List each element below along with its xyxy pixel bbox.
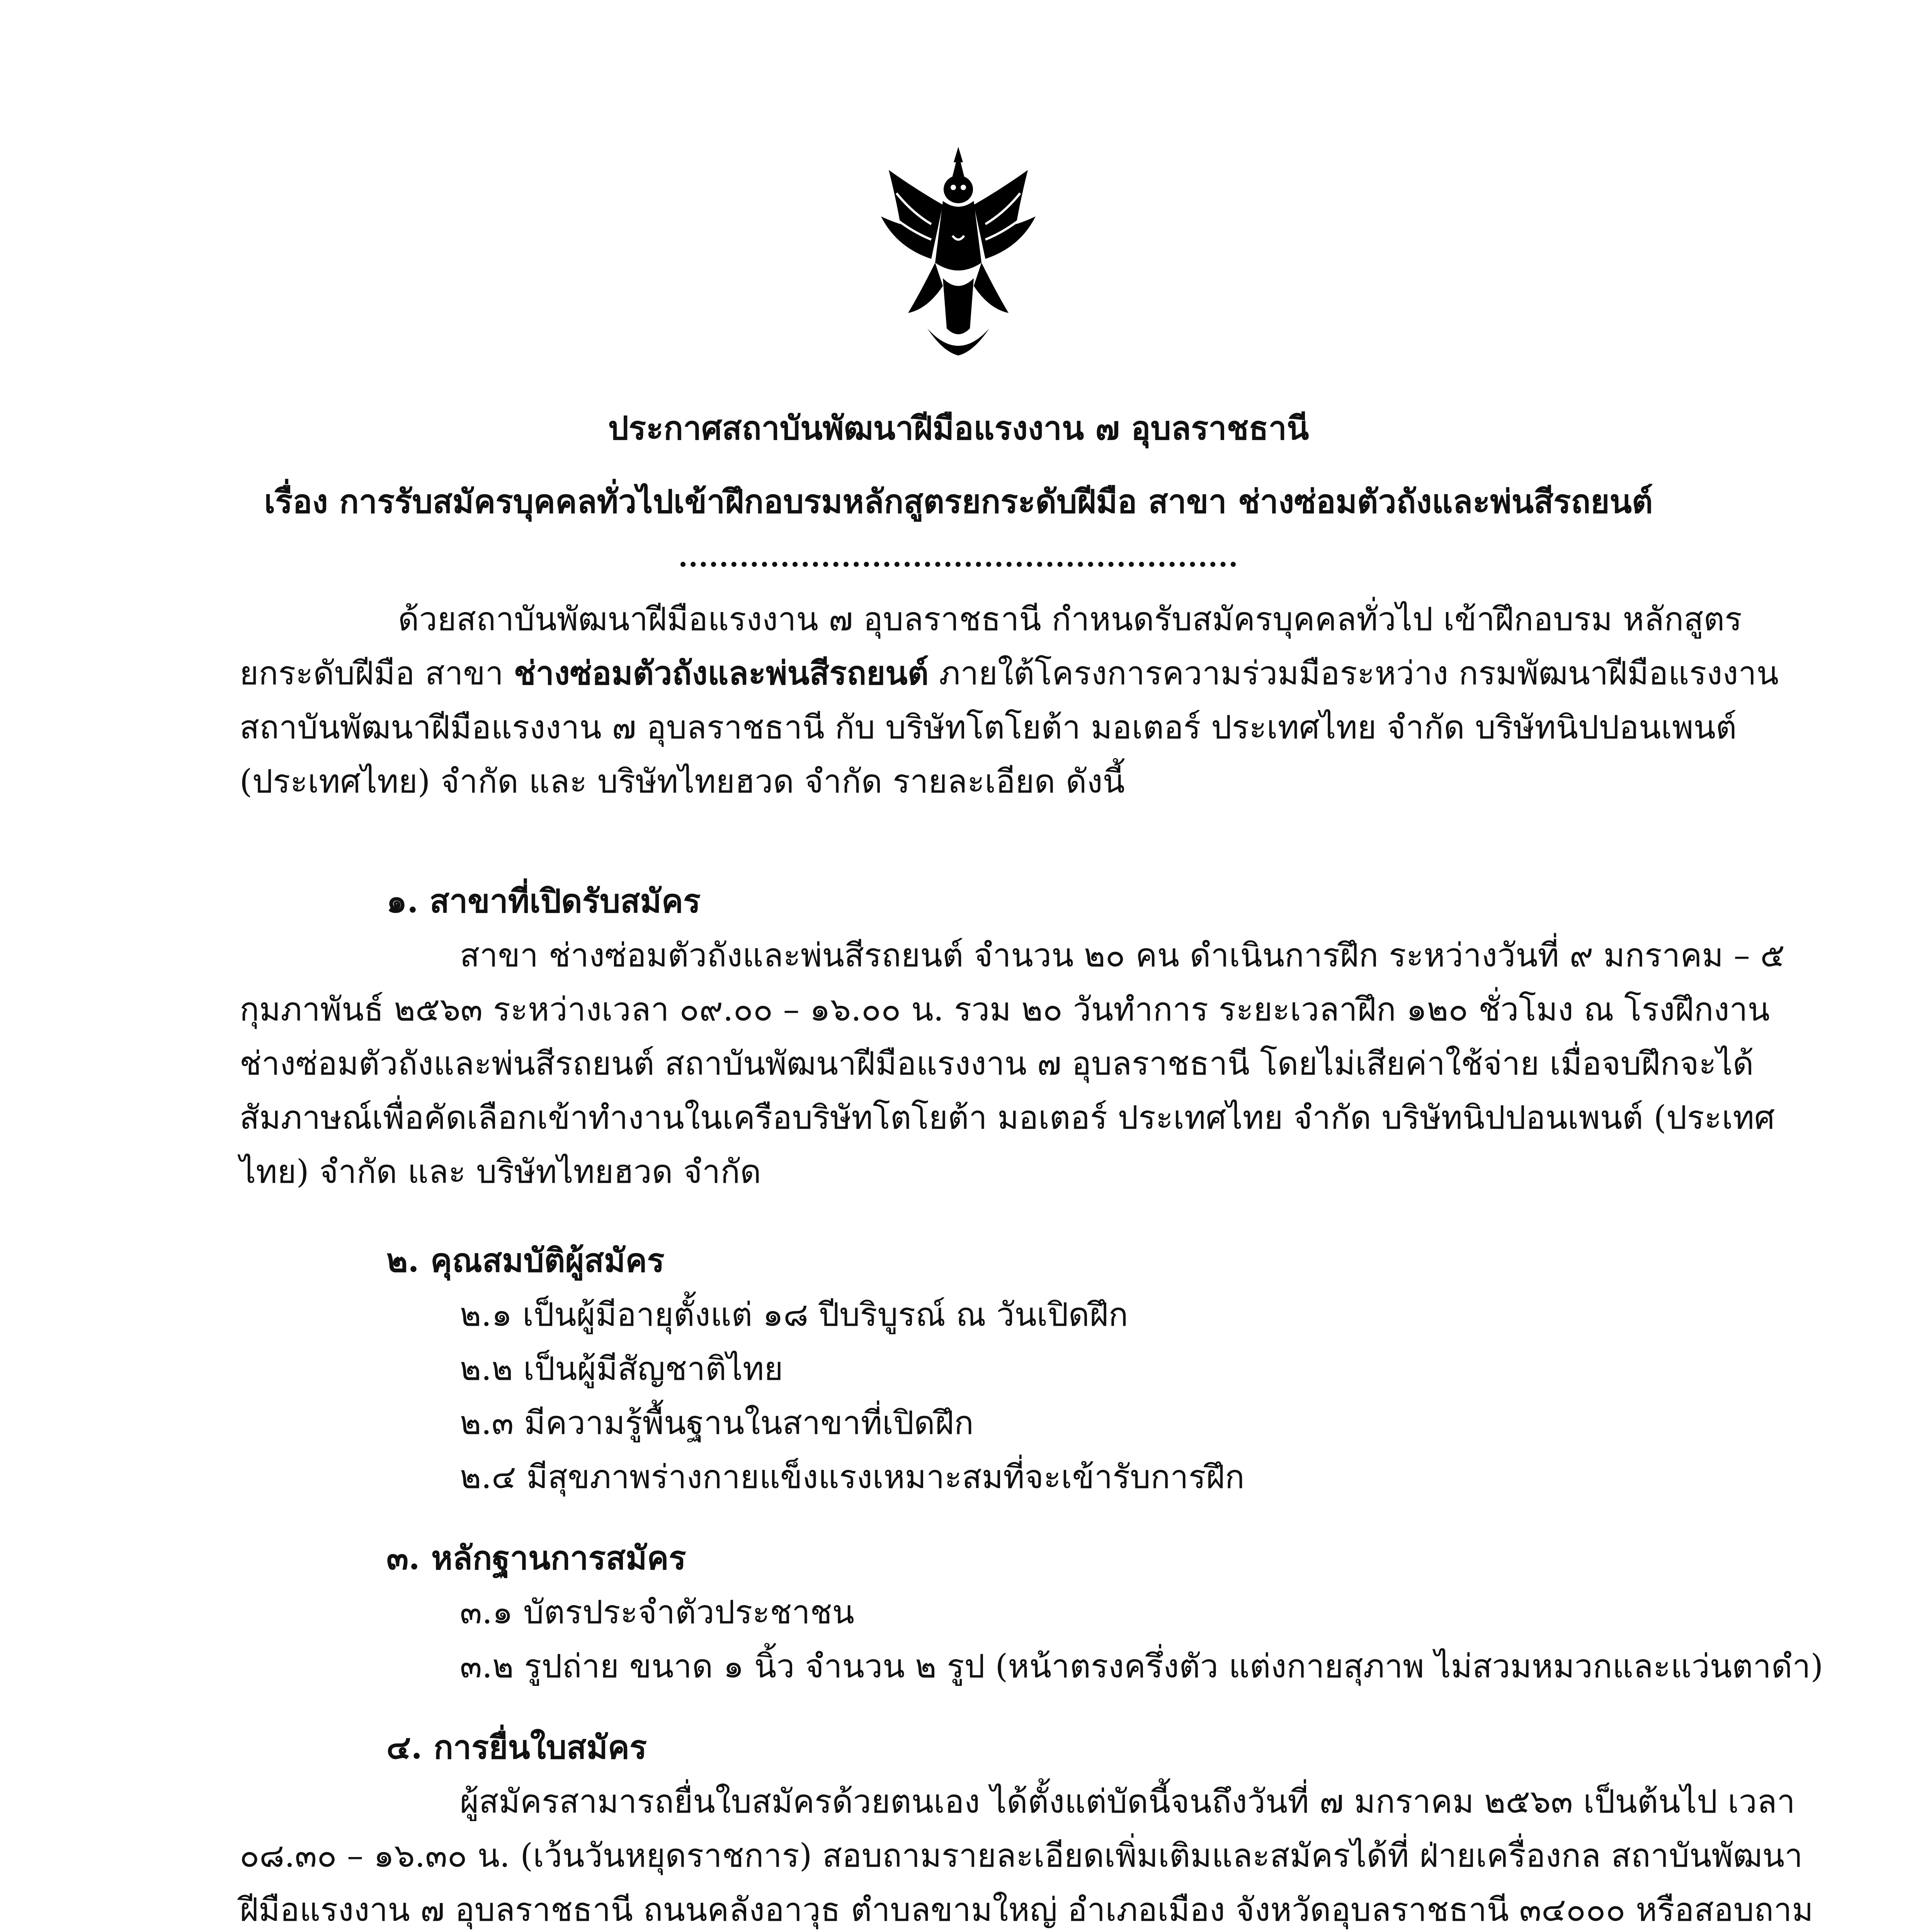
qualification-item: ๒.๔ มีสุขภาพร่างกายแข็งแรงเหมาะสมที่จะเข้ารับการฝึก bbox=[460, 1458, 1245, 1496]
section-1-line-1: สาขา ช่างซ่อมตัวถังและพ่นสีรถยนต์ จำนวน ๒๐ คน ดำเนินการฝึก ระหว่างวันที่ ๙ มกราคม – ๕ bbox=[460, 936, 1785, 974]
section-4-line-3: ฝีมือแรงงาน ๗ อุบลราชธานี ถนนคลังอาวุธ ตำบลขามใหญ่ อำเภอเมือง จังหวัดอุบลราชธานี ๓๔๐๐๐ หรือสอบถาม bbox=[240, 1891, 1813, 1929]
garuda-emblem-icon bbox=[873, 147, 1043, 363]
intro-line-1: ด้วยสถาบันพัฒนาฝีมือแรงงาน ๗ อุบลราชธานี กำหนดรับสมัครบุคคลทั่วไป เข้าฝึกอบรม หลักสูตร bbox=[398, 600, 1742, 638]
section-1-line-2: กุมภาพันธ์ ๒๕๖๓ ระหว่างเวลา ๐๙.๐๐ – ๑๖.๐๐ น. รวม ๒๐ วันทำการ ระยะเวลาฝึก ๑๒๐ ชั่วโมง ณ โรงฝึกงาน bbox=[240, 990, 1770, 1028]
intro-line-4: (ประเทศไทย) จำกัด และ บริษัทไทยฮวด จำกัด รายละเอียด ดังนี้ bbox=[240, 762, 1125, 800]
document-item: ๓.๑ บัตรประจำตัวประชาชน bbox=[460, 1593, 854, 1631]
section-1-line-3: ช่างซ่อมตัวถังและพ่นสีรถยนต์ สถาบันพัฒนาฝีมือแรงงาน ๗ อุบลราชธานี โดยไม่เสียค่าใช้จ่าย เมื่อจบฝึกจะได้ bbox=[240, 1044, 1754, 1082]
announcement-subject: เรื่อง การรับสมัครบุคคลทั่วไปเข้าฝึกอบรมหลักสูตรยกระดับฝีมือ สาขา ช่างซ่อมตัวถังและพ่นสีรถยนต์ bbox=[264, 482, 1653, 520]
intro-line-2-post: ภายใต้โครงการความร่วมมือระหว่าง กรมพัฒนาฝีมือแรงงาน bbox=[929, 654, 1779, 692]
section-4-line-2: ๐๘.๓๐ – ๑๖.๓๐ น. (เว้นวันหยุดราชการ) สอบถามรายละเอียดเพิ่มเติมและสมัครได้ที่ ฝ่ายเครื่องกล สถาบันพัฒนา bbox=[240, 1837, 1803, 1874]
section-4-line-1: ผู้สมัครสามารถยื่นใบสมัครด้วยตนเอง ได้ตั้งแต่บัดนี้จนถึงวันที่ ๗ มกราคม ๒๕๖๓ เป็นต้นไป เวลา bbox=[460, 1782, 1795, 1820]
title-separator: ....................................................... bbox=[678, 541, 1239, 573]
document-item: ๓.๒ รูปถ่าย ขนาด ๑ นิ้ว จำนวน ๒ รูป (หน้าตรงครึ่งตัว แต่งกายสุภาพ ไม่สวมหมวกและแว่นตาดำ) bbox=[460, 1647, 1823, 1685]
section-1-line-5: ไทย) จำกัด และ บริษัทไทยฮวด จำกัด bbox=[240, 1153, 761, 1190]
section-1-heading: ๑. สาขาที่เปิดรับสมัคร bbox=[386, 882, 701, 920]
section-3-heading: ๓. หลักฐานการสมัคร bbox=[386, 1539, 686, 1577]
intro-line-2-pre: ยกระดับฝีมือ สาขา bbox=[240, 654, 514, 692]
section-1-line-4: สัมภาษณ์เพื่อคัดเลือกเข้าทำงานในเครือบริษัทโตโยต้า มอเตอร์ ประเทศไทย จำกัด บริษัทนิปปอนเพนต์ (ประเทศ bbox=[240, 1099, 1775, 1136]
section-4-heading: ๔. การยื่นใบสมัคร bbox=[386, 1728, 647, 1766]
section-2-heading: ๒. คุณสมบัติผู้สมัคร bbox=[386, 1241, 665, 1279]
course-name: ช่างซ่อมตัวถังและพ่นสีรถยนต์ bbox=[514, 654, 929, 692]
qualification-item: ๒.๒ เป็นผู้มีสัญชาติไทย bbox=[460, 1350, 783, 1388]
qualification-item: ๒.๑ เป็นผู้มีอายุตั้งแต่ ๑๘ ปีบริบูรณ์ ณ วันเปิดฝึก bbox=[460, 1296, 1128, 1333]
intro-line-2 bbox=[240, 654, 1779, 692]
intro-line-3: สถาบันพัฒนาฝีมือแรงงาน ๗ อุบลราชธานี กับ บริษัทโตโยต้า มอเตอร์ ประเทศไทย จำกัด บริษัทนิปปอนเพนต์ bbox=[240, 708, 1737, 746]
qualification-item: ๒.๓ มีความรู้พื้นฐานในสาขาที่เปิดฝึก bbox=[460, 1404, 974, 1442]
announcement-title: ประกาศสถาบันพัฒนาฝีมือแรงงาน ๗ อุบลราชธานี bbox=[608, 409, 1309, 447]
